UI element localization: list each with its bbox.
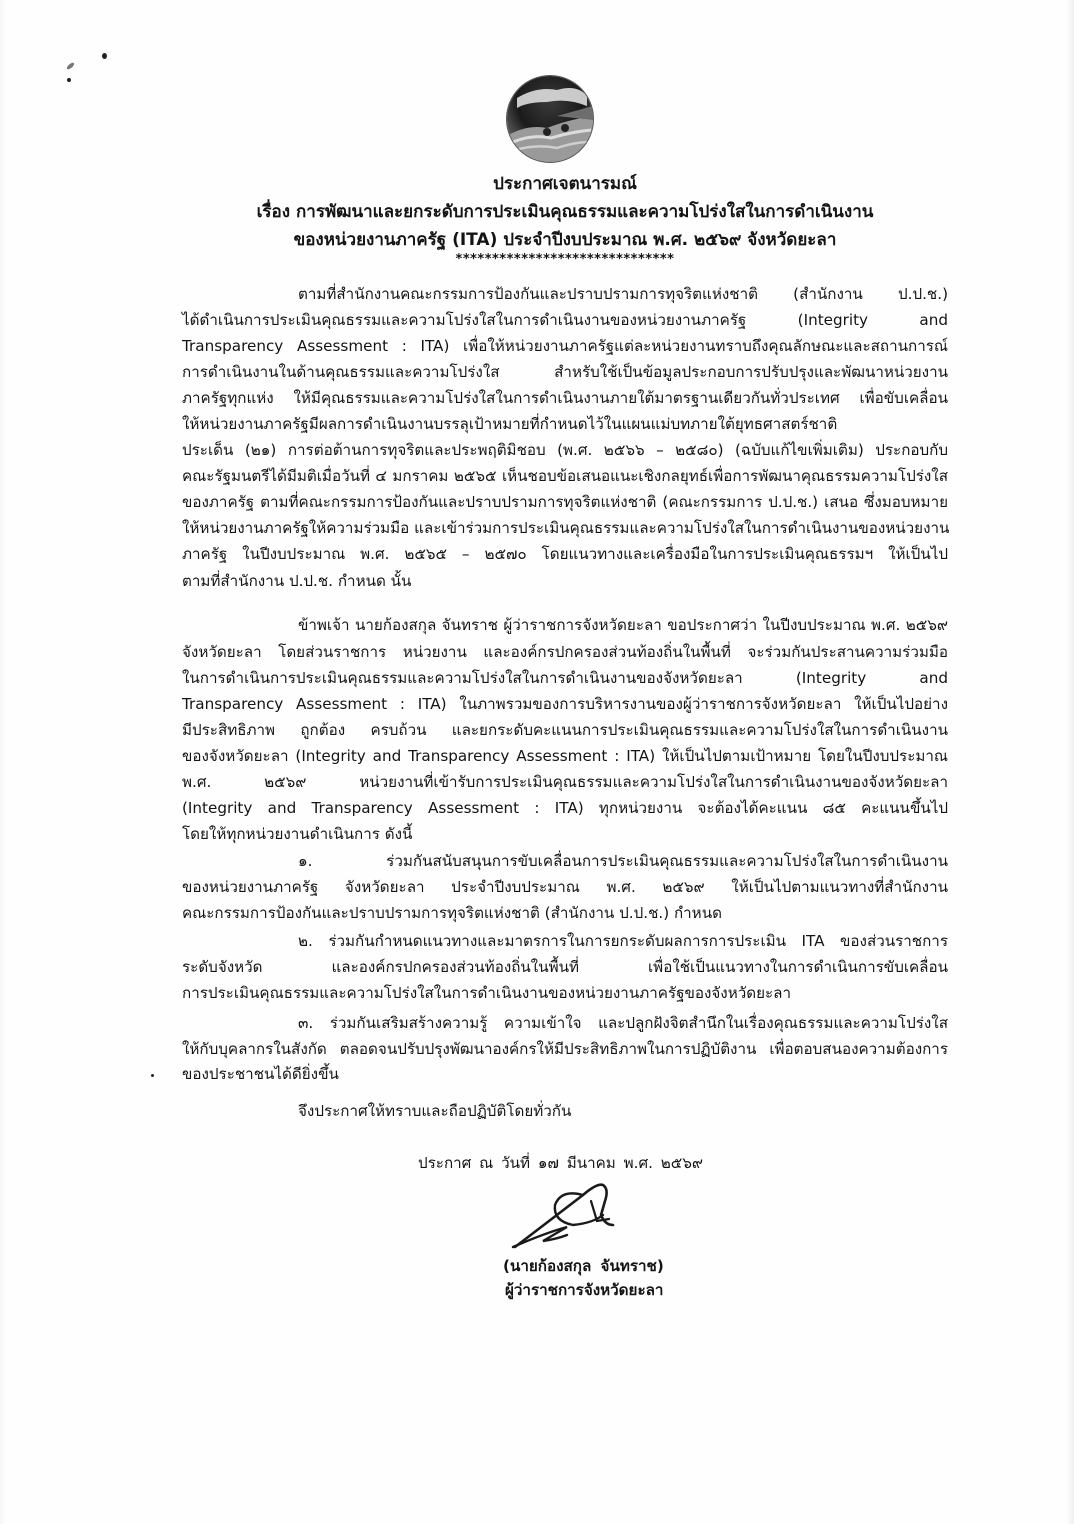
list-item-line: การประเมินคุณธรรมและความโปร่งใสในการดำเนินงานของหน่วยงานภาครัฐของจังหวัดยะลา [182, 984, 791, 1002]
closing-statement: จึงประกาศให้ทราบและถือปฏิบัติโดยทั่วกัน [298, 1102, 572, 1120]
list-item-line: ระดับจังหวัด และองค์กรปกครองส่วนท้องถิ่นในพื้นที่ เพื่อใช้เป็นแนวทางในการดำเนินการขับเคลื่อน [182, 958, 948, 976]
paragraph-line: พ.ศ. ๒๕๖๙ หน่วยงานที่เข้ารับการประเมินคุณธรรมและความโปร่งใสในการดำเนินงานของจังหวัดยะลา [182, 773, 948, 791]
paragraph-line: การดำเนินงานในด้านคุณธรรมและความโปร่งใส สำหรับใช้เป็นข้อมูลประกอบการปรับปรุงและพัฒนาหน่วยงาน [182, 363, 948, 381]
handwritten-signature-icon [505, 1175, 635, 1259]
separator-stars: ****************************** [455, 252, 675, 267]
list-item-line: ให้กับบุคลากรในสังกัด ตลอดจนปรับปรุงพัฒนาองค์กรให้มีประสิทธิภาพในการปฏิบัติงาน เพื่อตอบสนองความต้องการ [182, 1040, 948, 1058]
announcement-subject-line1: เรื่อง การพัฒนาและยกระดับการประเมินคุณธรรมและความโปร่งใสในการดำเนินงาน [256, 202, 874, 222]
signer-name: (นายก้องสกุล จันทราช) [503, 1257, 664, 1275]
paragraph-line: ของภาครัฐ ตามที่คณะกรรมการป้องกันและปราบปรามการทุจริตแห่งชาติ (คณะกรรมการ ป.ป.ช.) เสนอ ซึ่งมอบหมาย [182, 493, 948, 511]
list-item-line: ๑. ร่วมกันสนับสนุนการขับเคลื่อนการประเมินคุณธรรมและความโปร่งใสในการดำเนินงาน [298, 852, 948, 870]
paragraph-line: ในการดำเนินการประเมินคุณธรรมและความโปร่งใสในการดำเนินงานของจังหวัดยะลา (Integrity and [182, 669, 948, 687]
paragraph-line: จังหวัดยะลา โดยส่วนราชการ หน่วยงาน และองค์กรปกครองส่วนท้องถิ่นในพื้นที่ จะร่วมกันประสานความร่วมมือ [182, 643, 948, 661]
provincial-seal-icon [507, 76, 593, 162]
scan-speck [151, 1074, 154, 1077]
announcement-subject-line2: ของหน่วยงานภาครัฐ (ITA) ประจำปีงบประมาณ พ.ศ. ๒๕๖๙ จังหวัดยะลา [293, 230, 837, 250]
paragraph-line: ภาครัฐ ในปีงบประมาณ พ.ศ. ๒๕๖๕ – ๒๕๗๐ โดยแนวทางและเครื่องมือในการประเมินคุณธรรมฯ ให้เป็นไป [182, 545, 948, 563]
paragraph-line: ภาครัฐทุกแห่ง ให้มีคุณธรรมและความโปร่งใสในการดำเนินงานภายใต้มาตรฐานเดียวกันทั่วประเทศ เพื่อขับเคลื่อน [182, 389, 948, 407]
scan-speck [66, 62, 75, 71]
paragraph-line: ให้หน่วยงานภาครัฐมีผลการดำเนินงานบรรลุเป้าหมายที่กำหนดไว้ในแผนแม่บทภายใต้ยุทธศาสตร์ชาติ [182, 415, 838, 433]
scan-speck [67, 78, 71, 82]
signer-title: ผู้ว่าราชการจังหวัดยะลา [505, 1281, 664, 1299]
announcement-title: ประกาศเจตนารมณ์ [493, 174, 637, 194]
paragraph-line: คณะรัฐมนตรีได้มีมติเมื่อวันที่ ๔ มกราคม ๒๕๖๕ เห็นชอบข้อเสนอแนะเชิงกลยุทธ์เพื่อการพัฒนาคุณธรรมความโปร่งใส [182, 467, 948, 485]
paragraph-line: Transparency Assessment : ITA) เพื่อให้หน่วยงานภาครัฐแต่ละหน่วยงานทราบถึงคุณลักษณะและสถานการณ์ [182, 337, 948, 355]
paragraph-line: Transparency Assessment : ITA) ในภาพรวมของการบริหารงานของผู้ว่าราชการจังหวัดยะลา ให้เป็นไปอย่าง [182, 695, 948, 713]
paragraph-line: ได้ดำเนินการประเมินคุณธรรมและความโปร่งใสในการดำเนินงานของหน่วยงานภาครัฐ (Integrity and [182, 311, 948, 329]
paragraph-line: ประเด็น (๒๑) การต่อต้านการทุจริตและประพฤติมิชอบ (พ.ศ. ๒๕๖๖ – ๒๕๘๐) (ฉบับแก้ไขเพิ่มเติม) ประกอบกับ [182, 441, 948, 459]
scan-speck [102, 53, 107, 59]
paragraph-line: ให้หน่วยงานภาครัฐให้ความร่วมมือ และเข้าร่วมการประเมินคุณธรรมและความโปร่งใสในการดำเนินงานของหน่วยงาน [182, 519, 950, 537]
list-item-line: ๒. ร่วมกันกำหนดแนวทางและมาตรการในการยกระดับผลการการประเมิน ITA ของส่วนราชการ [298, 932, 948, 950]
paragraph-line: ของจังหวัดยะลา (Integrity and Transparency Assessment : ITA) ให้เป็นไปตามเป้าหมาย โดยในปีงบประมาณ [182, 747, 948, 765]
paragraph-line: (Integrity and Transparency Assessment : ITA) ทุกหน่วยงาน จะต้องได้คะแนน ๘๕ คะแนนขึ้นไป [182, 799, 948, 817]
announcement-dateline: ประกาศ ณ วันที่ ๑๗ มีนาคม พ.ศ. ๒๕๖๙ [418, 1154, 704, 1172]
paragraph-line: โดยให้ทุกหน่วยงานดำเนินการ ดังนี้ [182, 825, 413, 843]
paragraph-line: ตามที่สำนักงาน ป.ป.ช. กำหนด นั้น [182, 572, 412, 590]
list-item-line: คณะกรรมการป้องกันและปราบปรามการทุจริตแห่งชาติ (สำนักงาน ป.ป.ช.) กำหนด [182, 904, 722, 922]
list-item-line: ของประชาชนได้ดียิ่งขึ้น [182, 1065, 339, 1083]
paragraph-line: ข้าพเจ้า นายก้องสกุล จันทราช ผู้ว่าราชการจังหวัดยะลา ขอประกาศว่า ในปีงบประมาณ พ.ศ. ๒๕๖๙ [298, 616, 948, 634]
paragraph-line: มีประสิทธิภาพ ถูกต้อง ครบถ้วน และยกระดับคะแนนการประเมินคุณธรรมและความโปร่งใสในการดำเนินงาน [182, 721, 948, 739]
list-item-line: ของหน่วยงานภาครัฐ จังหวัดยะลา ประจำปีงบประมาณ พ.ศ. ๒๕๖๙ ให้เป็นไปตามแนวทางที่สำนักงาน [182, 878, 948, 896]
list-item-line: ๓. ร่วมกันเสริมสร้างความรู้ ความเข้าใจ และปลูกฝังจิตสำนึกในเรื่องคุณธรรมและความโปร่งใส [298, 1014, 948, 1032]
paragraph-line: ตามที่สำนักงานคณะกรรมการป้องกันและปราบปรามการทุจริตแห่งชาติ (สำนักงาน ป.ป.ช.) [298, 285, 948, 303]
